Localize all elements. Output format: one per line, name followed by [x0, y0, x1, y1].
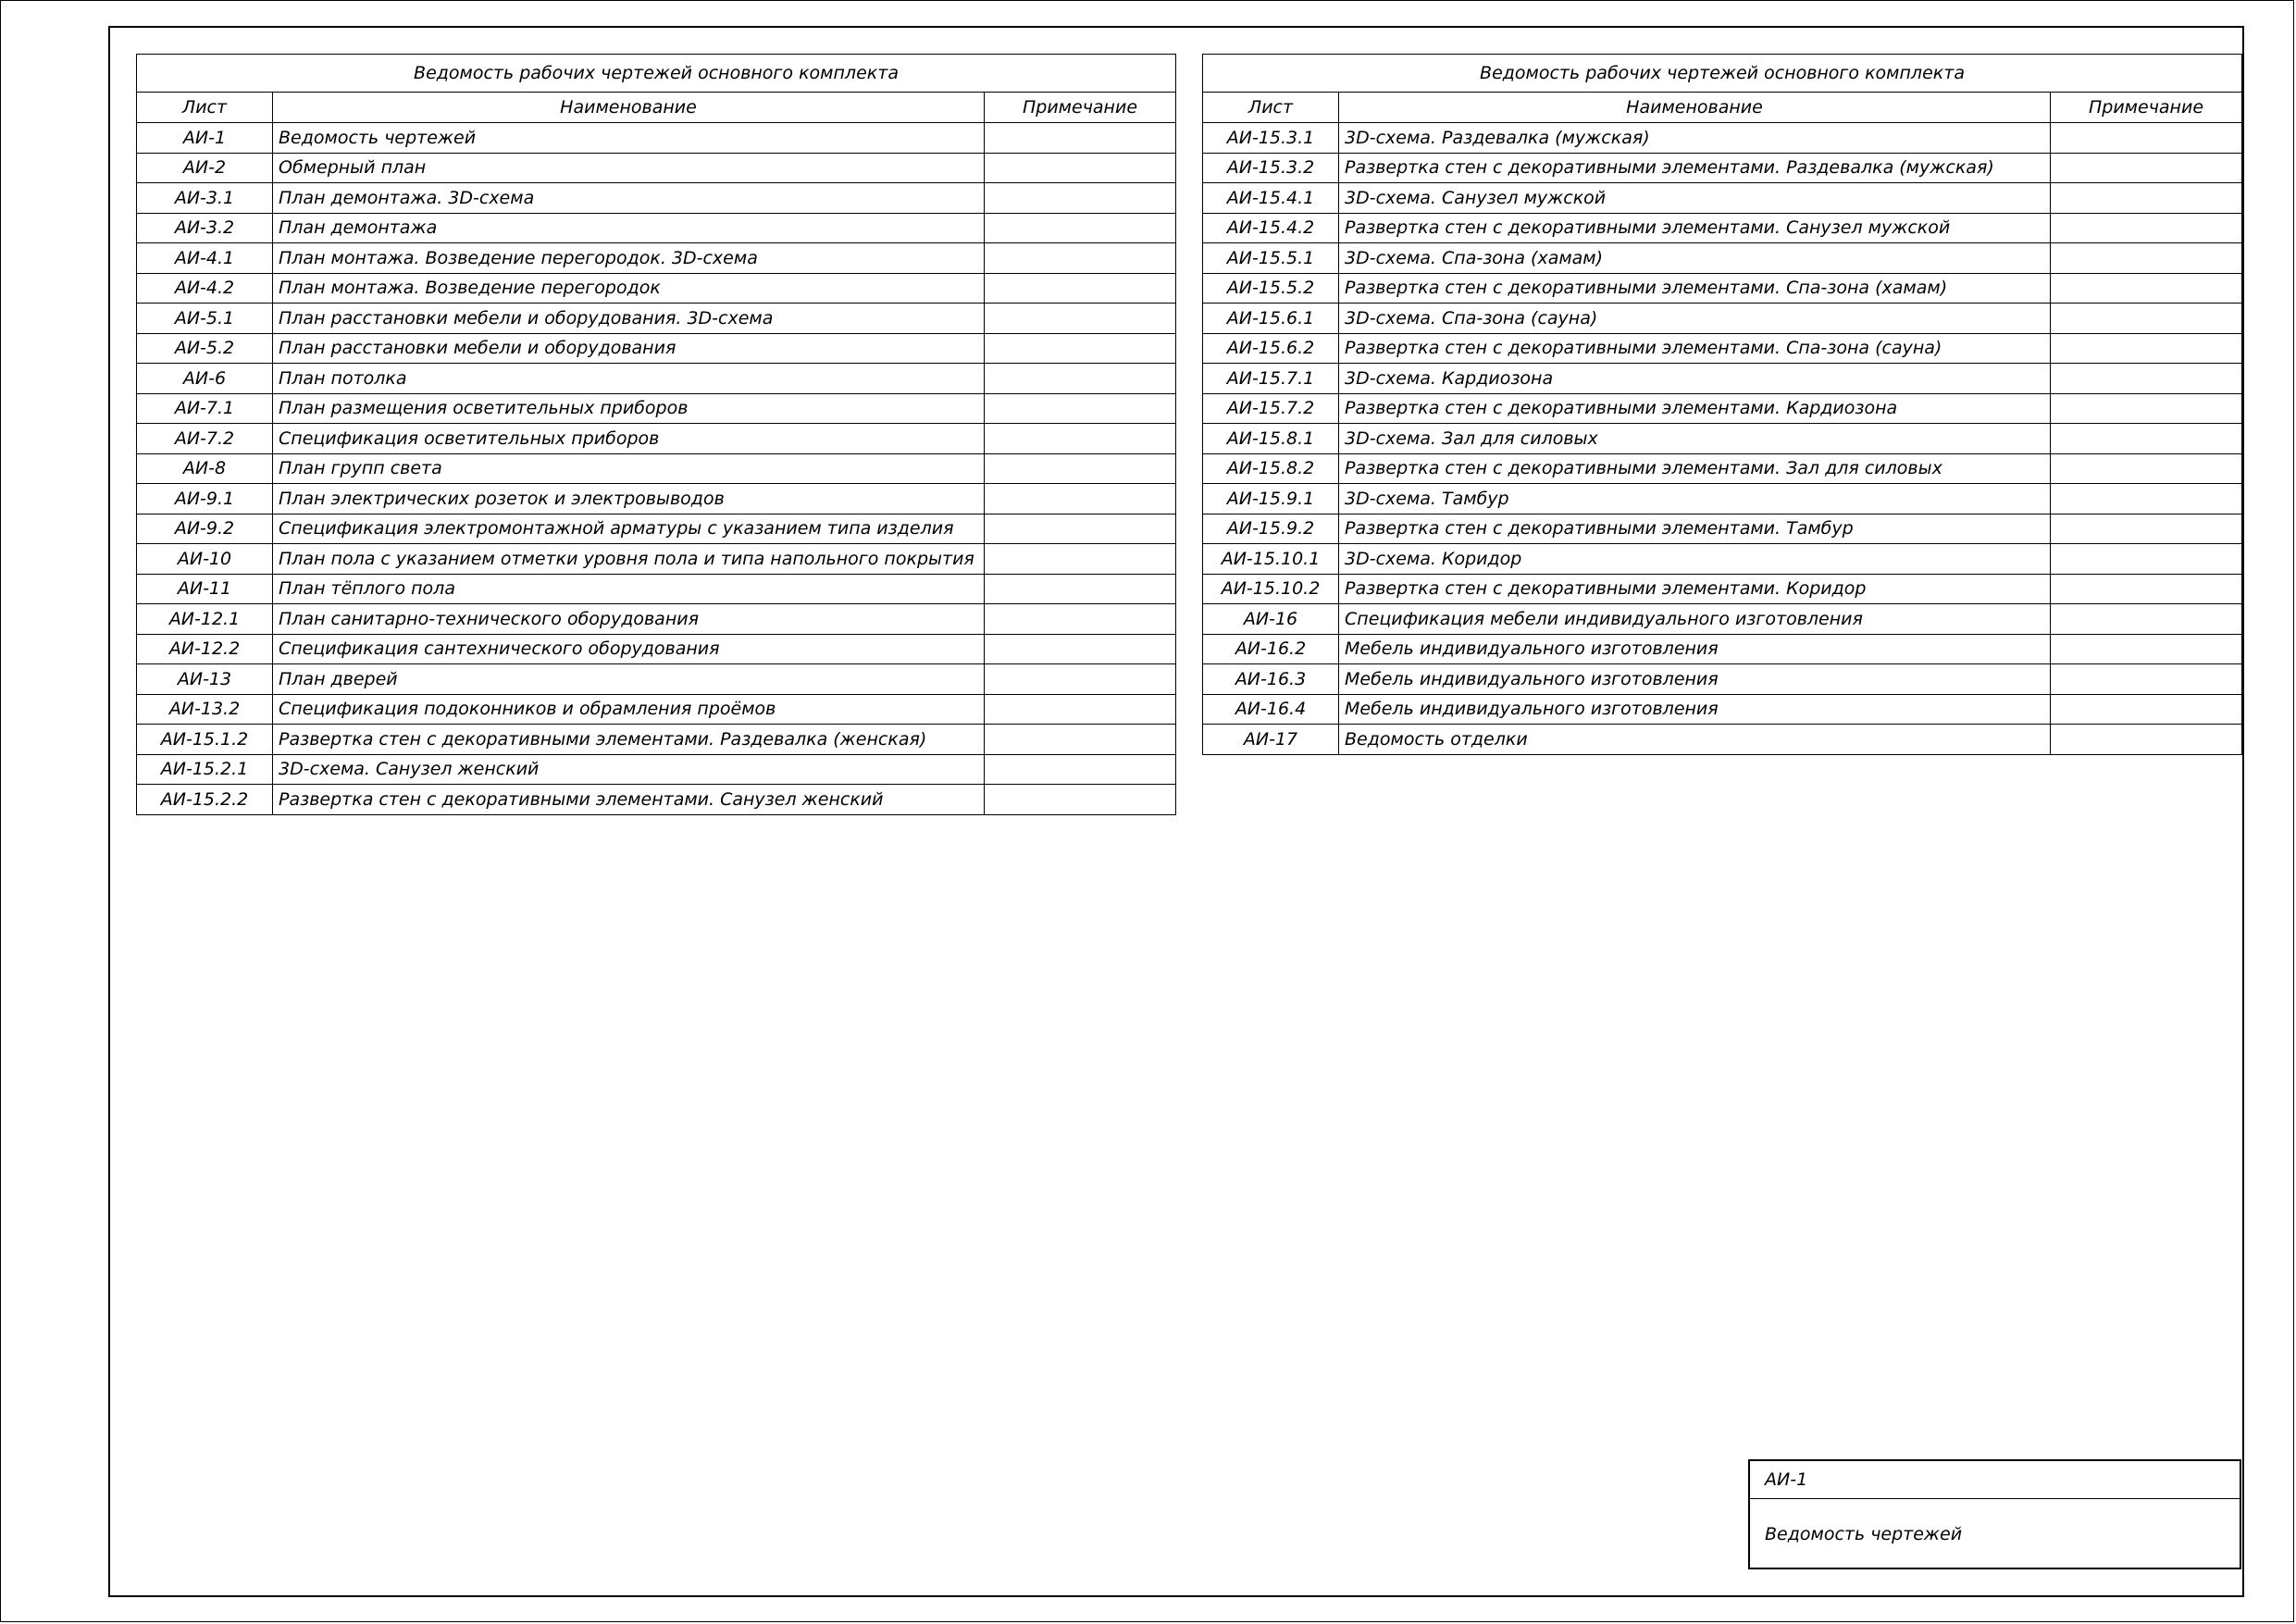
cell-drawing-name: План расстановки мебели и оборудования: [273, 333, 985, 364]
cell-sheet-number: АИ-11: [137, 574, 273, 604]
cell-sheet-number: АИ-2: [137, 153, 273, 183]
cell-drawing-name: План пола с указанием отметки уровня пола и типа напольного покрытия: [273, 544, 985, 575]
cell-sheet-number: АИ-15.7.1: [1203, 364, 1339, 394]
cell-note: [985, 664, 1176, 695]
cell-drawing-name: План демонтажа. 3D-схема: [273, 183, 985, 214]
cell-drawing-name: Мебель индивидуального изготовления: [1339, 634, 2051, 664]
table-row: [137, 213, 1176, 243]
cell-sheet-number: АИ-15.2.2: [137, 785, 273, 815]
cell-note: [985, 273, 1176, 304]
cell-drawing-name: Ведомость отделки: [1339, 725, 2051, 755]
table-row: [1203, 664, 2242, 695]
cell-drawing-name: План демонтажа: [273, 213, 985, 243]
cell-note: [985, 183, 1176, 214]
cell-sheet-number: АИ-5.2: [137, 333, 273, 364]
stamp-sheet-title: Ведомость чертежей: [1765, 1524, 1963, 1544]
cell-sheet-number: АИ-4.1: [137, 243, 273, 274]
cell-note: [985, 634, 1176, 664]
cell-note: [2051, 393, 2242, 424]
cell-note: [985, 364, 1176, 394]
cell-drawing-name: План потолка: [273, 364, 985, 394]
cell-note: [2051, 183, 2242, 214]
cell-note: [985, 544, 1176, 575]
cell-drawing-name: План размещения осветительных приборов: [273, 393, 985, 424]
cell-note: [2051, 484, 2242, 514]
column-header-name: Наименование: [1339, 93, 2051, 123]
cell-note: [2051, 153, 2242, 183]
cell-sheet-number: АИ-3.2: [137, 213, 273, 243]
cell-drawing-name: План санитарно-технического оборудования: [273, 604, 985, 635]
cell-sheet-number: АИ-7.1: [137, 393, 273, 424]
cell-drawing-name: Развертка стен с декоративными элементами. Тамбур: [1339, 514, 2051, 544]
cell-drawing-name: Развертка стен с декоративными элементами. Раздевалка (женская): [273, 725, 985, 755]
cell-sheet-number: АИ-16.4: [1203, 694, 1339, 725]
table-row: [1203, 453, 2242, 484]
cell-drawing-name: Ведомость чертежей: [273, 123, 985, 154]
table-row: [137, 634, 1176, 664]
cell-drawing-name: Спецификация мебели индивидуального изготовления: [1339, 604, 2051, 635]
cell-note: [2051, 634, 2242, 664]
cell-note: [985, 694, 1176, 725]
table-row: [1203, 484, 2242, 514]
cell-drawing-name: Спецификация электромонтажной арматуры с указанием типа изделия: [273, 514, 985, 544]
drawings-list-table-right: [1202, 54, 2242, 755]
cell-sheet-number: АИ-13.2: [137, 694, 273, 725]
table-row: [137, 785, 1176, 815]
cell-sheet-number: АИ-12.2: [137, 634, 273, 664]
title-block-stamp: [1748, 1459, 2241, 1569]
cell-sheet-number: АИ-15.10.1: [1203, 544, 1339, 575]
cell-sheet-number: АИ-15.9.1: [1203, 484, 1339, 514]
cell-sheet-number: АИ-13: [137, 664, 273, 695]
cell-drawing-name: Спецификация сантехнического оборудования: [273, 634, 985, 664]
cell-note: [2051, 604, 2242, 635]
table-row: [137, 453, 1176, 484]
table-row: [1203, 544, 2242, 575]
table-row: [137, 725, 1176, 755]
cell-sheet-number: АИ-15.4.2: [1203, 213, 1339, 243]
column-header-note: Примечание: [2051, 93, 2242, 123]
cell-note: [985, 304, 1176, 334]
cell-note: [2051, 574, 2242, 604]
cell-drawing-name: 3D-схема. Санузел женский: [273, 754, 985, 785]
table-row: [137, 664, 1176, 695]
table-row: [137, 514, 1176, 544]
table-row: [1203, 364, 2242, 394]
cell-sheet-number: АИ-15.1.2: [137, 725, 273, 755]
cell-note: [2051, 424, 2242, 454]
table-row: [137, 273, 1176, 304]
cell-drawing-name: План монтажа. Возведение перегородок. 3D-схема: [273, 243, 985, 274]
table-row: [137, 304, 1176, 334]
cell-note: [985, 424, 1176, 454]
cell-drawing-name: Развертка стен с декоративными элементами. Спа-зона (сауна): [1339, 333, 2051, 364]
table-row: [137, 694, 1176, 725]
table-row: [1203, 304, 2242, 334]
cell-drawing-name: Развертка стен с декоративными элементами. Спа-зона (хамам): [1339, 273, 2051, 304]
cell-note: [2051, 123, 2242, 154]
cell-sheet-number: АИ-1: [137, 123, 273, 154]
cell-note: [985, 754, 1176, 785]
cell-note: [985, 213, 1176, 243]
table-body: [137, 123, 1176, 815]
cell-sheet-number: АИ-16: [1203, 604, 1339, 635]
cell-sheet-number: АИ-10: [137, 544, 273, 575]
table-row: [1203, 634, 2242, 664]
table-row: [1203, 183, 2242, 214]
cell-sheet-number: АИ-15.8.1: [1203, 424, 1339, 454]
cell-sheet-number: АИ-16.2: [1203, 634, 1339, 664]
cell-drawing-name: Развертка стен с декоративными элементами. Коридор: [1339, 574, 2051, 604]
cell-note: [985, 333, 1176, 364]
cell-note: [985, 604, 1176, 635]
cell-drawing-name: 3D-схема. Спа-зона (сауна): [1339, 304, 2051, 334]
table-row: [1203, 424, 2242, 454]
cell-drawing-name: Развертка стен с декоративными элементами. Раздевалка (мужская): [1339, 153, 2051, 183]
cell-sheet-number: АИ-15.10.2: [1203, 574, 1339, 604]
cell-drawing-name: Мебель индивидуального изготовления: [1339, 694, 2051, 725]
cell-drawing-name: Развертка стен с декоративными элементами. Кардиозона: [1339, 393, 2051, 424]
table-title: Ведомость рабочих чертежей основного комплекта: [1203, 55, 2242, 93]
cell-drawing-name: 3D-схема. Санузел мужской: [1339, 183, 2051, 214]
cell-note: [2051, 514, 2242, 544]
cell-note: [985, 725, 1176, 755]
table-row: [1203, 574, 2242, 604]
cell-note: [985, 514, 1176, 544]
table-row: [137, 393, 1176, 424]
cell-drawing-name: Развертка стен с декоративными элементами. Санузел мужской: [1339, 213, 2051, 243]
cell-drawing-name: План монтажа. Возведение перегородок: [273, 273, 985, 304]
cell-note: [985, 243, 1176, 274]
cell-drawing-name: Спецификация подоконников и обрамления проёмов: [273, 694, 985, 725]
table-row: [137, 754, 1176, 785]
cell-note: [2051, 725, 2242, 755]
cell-note: [2051, 664, 2242, 695]
column-header-note: Примечание: [985, 93, 1176, 123]
table-row: [137, 153, 1176, 183]
cell-note: [985, 123, 1176, 154]
cell-sheet-number: АИ-4.2: [137, 273, 273, 304]
cell-drawing-name: План дверей: [273, 664, 985, 695]
cell-drawing-name: План тёплого пола: [273, 574, 985, 604]
table-row: [137, 123, 1176, 154]
cell-drawing-name: Мебель индивидуального изготовления: [1339, 664, 2051, 695]
table-row: [137, 333, 1176, 364]
table-row: [1203, 694, 2242, 725]
cell-note: [2051, 243, 2242, 274]
cell-sheet-number: АИ-15.6.2: [1203, 333, 1339, 364]
cell-note: [985, 484, 1176, 514]
cell-sheet-number: АИ-15.5.2: [1203, 273, 1339, 304]
table-row: [1203, 514, 2242, 544]
cell-drawing-name: Развертка стен с декоративными элементами. Санузел женский: [273, 785, 985, 815]
cell-drawing-name: Спецификация осветительных приборов: [273, 424, 985, 454]
cell-sheet-number: АИ-15.7.2: [1203, 393, 1339, 424]
column-header-name: Наименование: [273, 93, 985, 123]
cell-note: [2051, 544, 2242, 575]
cell-sheet-number: АИ-17: [1203, 725, 1339, 755]
cell-sheet-number: АИ-6: [137, 364, 273, 394]
cell-note: [2051, 333, 2242, 364]
cell-sheet-number: АИ-16.3: [1203, 664, 1339, 695]
table-row: [1203, 243, 2242, 274]
cell-note: [2051, 273, 2242, 304]
cell-sheet-number: АИ-3.1: [137, 183, 273, 214]
table-body: [1203, 123, 2242, 755]
table-row: [137, 484, 1176, 514]
table-row: [1203, 393, 2242, 424]
cell-sheet-number: АИ-15.6.1: [1203, 304, 1339, 334]
cell-sheet-number: АИ-9.1: [137, 484, 273, 514]
table-row: [137, 574, 1176, 604]
table-row: [137, 544, 1176, 575]
cell-note: [985, 393, 1176, 424]
cell-sheet-number: АИ-12.1: [137, 604, 273, 635]
cell-drawing-name: 3D-схема. Коридор: [1339, 544, 2051, 575]
table-row: [1203, 725, 2242, 755]
table-row: [1203, 153, 2242, 183]
table-row: [137, 604, 1176, 635]
cell-drawing-name: 3D-схема. Зал для силовых: [1339, 424, 2051, 454]
cell-note: [985, 574, 1176, 604]
cell-drawing-name: План групп света: [273, 453, 985, 484]
cell-sheet-number: АИ-5.1: [137, 304, 273, 334]
cell-sheet-number: АИ-15.3.1: [1203, 123, 1339, 154]
table-row: [1203, 604, 2242, 635]
cell-note: [985, 453, 1176, 484]
cell-drawing-name: План расстановки мебели и оборудования. 3D-схема: [273, 304, 985, 334]
cell-drawing-name: 3D-схема. Тамбур: [1339, 484, 2051, 514]
cell-drawing-name: 3D-схема. Спа-зона (хамам): [1339, 243, 2051, 274]
cell-sheet-number: АИ-15.8.2: [1203, 453, 1339, 484]
cell-sheet-number: АИ-9.2: [137, 514, 273, 544]
cell-note: [2051, 364, 2242, 394]
table-row: [1203, 213, 2242, 243]
cell-note: [2051, 213, 2242, 243]
cell-drawing-name: Обмерный план: [273, 153, 985, 183]
table-title: Ведомость рабочих чертежей основного комплекта: [137, 55, 1176, 93]
cell-sheet-number: АИ-15.5.1: [1203, 243, 1339, 274]
cell-note: [2051, 304, 2242, 334]
stamp-sheet-code: АИ-1: [1750, 1461, 2240, 1499]
column-header-sheet: Лист: [137, 93, 273, 123]
cell-sheet-number: АИ-7.2: [137, 424, 273, 454]
column-header-sheet: Лист: [1203, 93, 1339, 123]
cell-sheet-number: АИ-15.9.2: [1203, 514, 1339, 544]
cell-note: [2051, 453, 2242, 484]
cell-drawing-name: Развертка стен с декоративными элементами. Зал для силовых: [1339, 453, 2051, 484]
drawings-list-table-left: [136, 54, 1176, 815]
cell-sheet-number: АИ-15.3.2: [1203, 153, 1339, 183]
table-row: [1203, 333, 2242, 364]
cell-sheet-number: АИ-8: [137, 453, 273, 484]
table-row: [137, 424, 1176, 454]
cell-drawing-name: План электрических розеток и электровыводов: [273, 484, 985, 514]
cell-note: [985, 153, 1176, 183]
table-row: [1203, 273, 2242, 304]
table-row: [137, 243, 1176, 274]
table-row: [137, 364, 1176, 394]
cell-drawing-name: 3D-схема. Кардиозона: [1339, 364, 2051, 394]
table-row: [137, 183, 1176, 214]
table-row: [1203, 123, 2242, 154]
cell-note: [985, 785, 1176, 815]
cell-sheet-number: АИ-15.2.1: [137, 754, 273, 785]
cell-sheet-number: АИ-15.4.1: [1203, 183, 1339, 214]
cell-drawing-name: 3D-схема. Раздевалка (мужская): [1339, 123, 2051, 154]
cell-note: [2051, 694, 2242, 725]
